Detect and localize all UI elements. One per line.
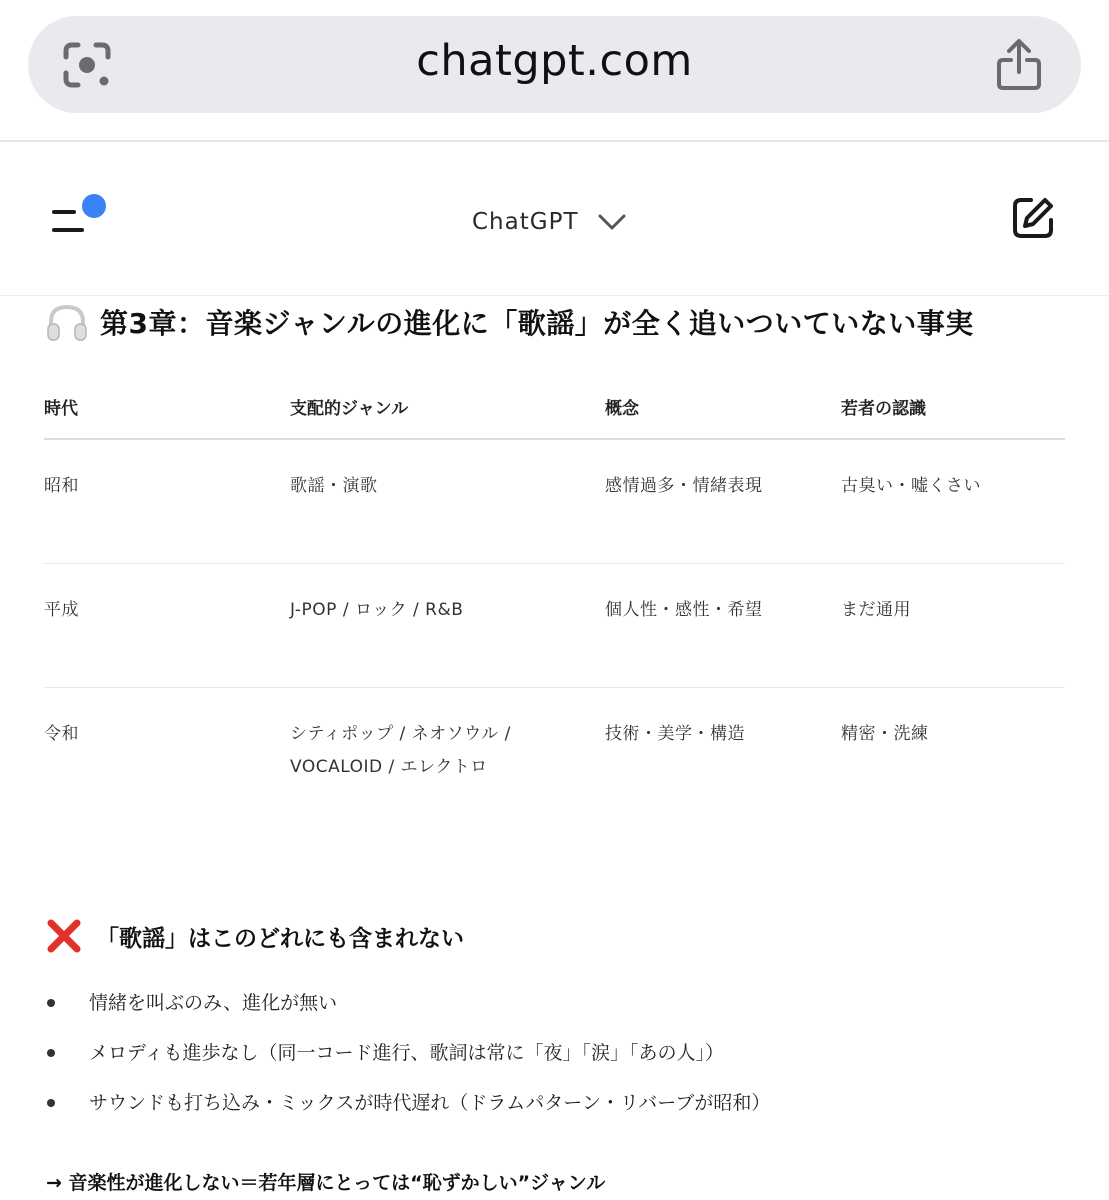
list-item-text: メロディも進歩なし（同一コード進行、歌詞は常に「夜」「涙」「あの人」） [89,1042,724,1064]
list-item [44,1078,1064,1128]
bullet-dot [47,1049,55,1057]
list-item-text: サウンドも打ち込み・ミックスが時代遅れ（ドラムパターン・リバーブが昭和） [89,1092,771,1114]
table-header [44,376,1065,440]
column-header: 支配的ジャンル [290,399,409,419]
notification-dot [82,194,106,218]
browser-bar [0,0,1109,142]
app-header [0,144,1109,296]
cell-era: 令和 [44,724,79,744]
cell-era: 平成 [44,600,79,620]
chapter-heading-row [46,300,974,344]
table-row [44,564,1065,688]
url-text: chatgpt.com [416,36,693,86]
cell-genre: J-POP / ロック / R&B [290,600,464,620]
cell-genre: シティポップ / ネオソウル / VOCALOID / エレクトロ [290,724,511,777]
column-header: 時代 [44,399,78,419]
cell-perception: まだ通用 [841,600,911,620]
model-selector[interactable] [472,204,627,240]
list-item [44,978,1064,1028]
model-label: ChatGPT [472,209,579,235]
cell-concept: 個人性・感性・希望 [605,600,763,620]
genre-table [44,376,1065,812]
sidebar-menu-icon[interactable] [52,192,110,234]
cross-mark-icon [46,918,82,954]
column-header: 概念 [605,399,639,419]
table-row [44,440,1065,564]
cell-genre: 歌謡・演歌 [290,476,378,496]
column-header: 若者の認識 [841,399,926,419]
bullet-dot [47,1099,55,1107]
url-bar[interactable] [28,16,1081,113]
exclusion-heading-row [46,918,464,954]
reason-list [44,978,1064,1128]
table-row [44,688,1065,812]
exclusion-heading: 「歌謡」はこのどれにも含まれない [96,925,464,952]
cell-perception: 古臭い・嘘くさい [841,476,981,496]
list-item-text: 情緒を叫ぶのみ、進化が無い [89,992,338,1014]
headphones-icon [46,302,88,342]
cell-era: 昭和 [44,476,79,496]
cell-concept: 感情過多・情緒表現 [605,476,763,496]
chevron-down-icon [597,213,627,231]
list-item [44,1028,1064,1078]
chapter-heading: 第3章：音楽ジャンルの進化に「歌謡」が全く追いついていない事実 [100,307,974,340]
new-chat-icon[interactable] [1011,196,1055,240]
conclusion-text: → 音楽性が進化しない＝若年層にとっては“恥ずかしい”ジャンル [46,1172,606,1194]
cell-concept: 技術・美学・構造 [605,724,745,744]
cell-perception: 精密・洗練 [841,724,929,744]
share-icon[interactable] [995,38,1043,92]
bullet-dot [47,999,55,1007]
